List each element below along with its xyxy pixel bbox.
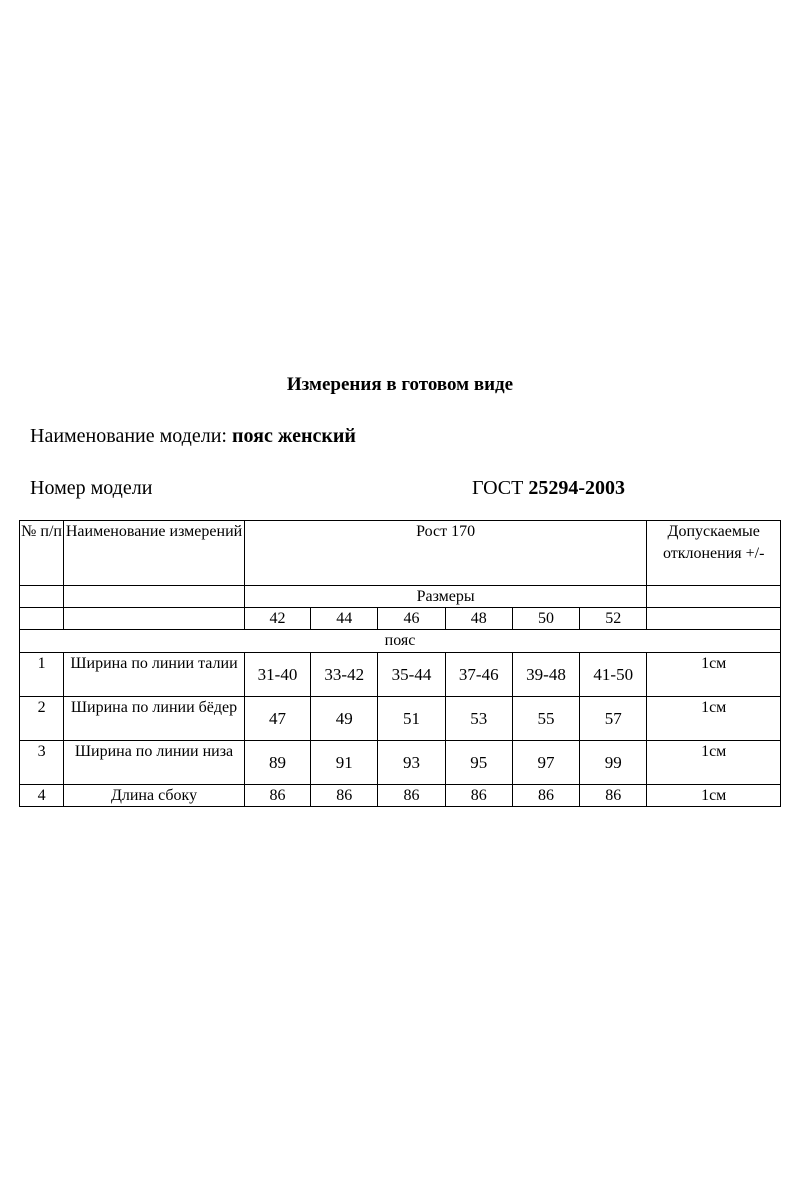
table-sizes-label-row	[20, 586, 781, 608]
value-cell: 31-40	[244, 653, 310, 697]
size-cell: 52	[580, 608, 647, 630]
header-name: Наименование измерений	[64, 521, 245, 586]
value-cell: 97	[512, 741, 579, 785]
size-cell: 42	[244, 608, 310, 630]
section-label: пояс	[20, 630, 781, 653]
value-cell: 51	[378, 697, 445, 741]
empty-cell	[64, 586, 245, 608]
model-name-value: пояс женский	[231, 425, 356, 447]
measurements-table	[19, 520, 781, 807]
value-cell: 53	[445, 697, 512, 741]
tolerance-cell: 1см	[647, 653, 781, 697]
value-cell: 37-46	[445, 653, 512, 697]
row-name: Длина сбоку	[64, 785, 245, 807]
empty-cell	[647, 608, 781, 630]
row-num: 1	[20, 653, 64, 697]
row-num: 2	[20, 697, 64, 741]
size-cell: 50	[512, 608, 579, 630]
empty-cell	[20, 608, 64, 630]
empty-cell	[647, 586, 781, 608]
value-cell: 95	[445, 741, 512, 785]
model-number-label: Номер модели	[30, 477, 153, 499]
tolerance-cell: 1см	[647, 741, 781, 785]
value-cell: 86	[244, 785, 310, 807]
tolerance-cell: 1см	[647, 785, 781, 807]
value-cell: 99	[580, 741, 647, 785]
header-tolerance: Допускаемые отклонения +/-	[647, 521, 781, 586]
row-name: Ширина по линии бёдер	[64, 697, 245, 741]
value-cell: 35-44	[378, 653, 445, 697]
value-cell: 39-48	[512, 653, 579, 697]
model-name-label: Наименование модели:	[30, 425, 227, 447]
header-height: Рост 170	[244, 521, 647, 586]
value-cell: 57	[580, 697, 647, 741]
tolerance-cell: 1см	[647, 697, 781, 741]
value-cell: 93	[378, 741, 445, 785]
empty-cell	[20, 586, 64, 608]
value-cell: 86	[445, 785, 512, 807]
gost-line	[472, 477, 625, 500]
table-row	[20, 653, 781, 697]
header-num: № п/п	[20, 521, 64, 586]
value-cell: 33-42	[311, 653, 378, 697]
sizes-label: Размеры	[244, 586, 647, 608]
value-cell: 86	[512, 785, 579, 807]
gost-number: 25294-2003	[528, 477, 625, 499]
gost-prefix: ГОСТ	[472, 477, 524, 499]
value-cell: 49	[311, 697, 378, 741]
table-section-row	[20, 630, 781, 653]
value-cell: 91	[311, 741, 378, 785]
size-cell: 48	[445, 608, 512, 630]
empty-cell	[64, 608, 245, 630]
value-cell: 55	[512, 697, 579, 741]
table-row	[20, 785, 781, 807]
table-header-row	[20, 521, 781, 586]
value-cell: 41-50	[580, 653, 647, 697]
row-name: Ширина по линии талии	[64, 653, 245, 697]
page-title: Измерения в готовом виде	[286, 374, 514, 395]
table-sizes-row	[20, 608, 781, 630]
row-num: 4	[20, 785, 64, 807]
value-cell: 86	[378, 785, 445, 807]
table-row	[20, 697, 781, 741]
model-name-line	[30, 425, 356, 448]
size-cell: 46	[378, 608, 445, 630]
value-cell: 86	[311, 785, 378, 807]
value-cell: 86	[580, 785, 647, 807]
size-cell: 44	[311, 608, 378, 630]
row-name: Ширина по линии низа	[64, 741, 245, 785]
value-cell: 89	[244, 741, 310, 785]
row-num: 3	[20, 741, 64, 785]
value-cell: 47	[244, 697, 310, 741]
table-row	[20, 741, 781, 785]
